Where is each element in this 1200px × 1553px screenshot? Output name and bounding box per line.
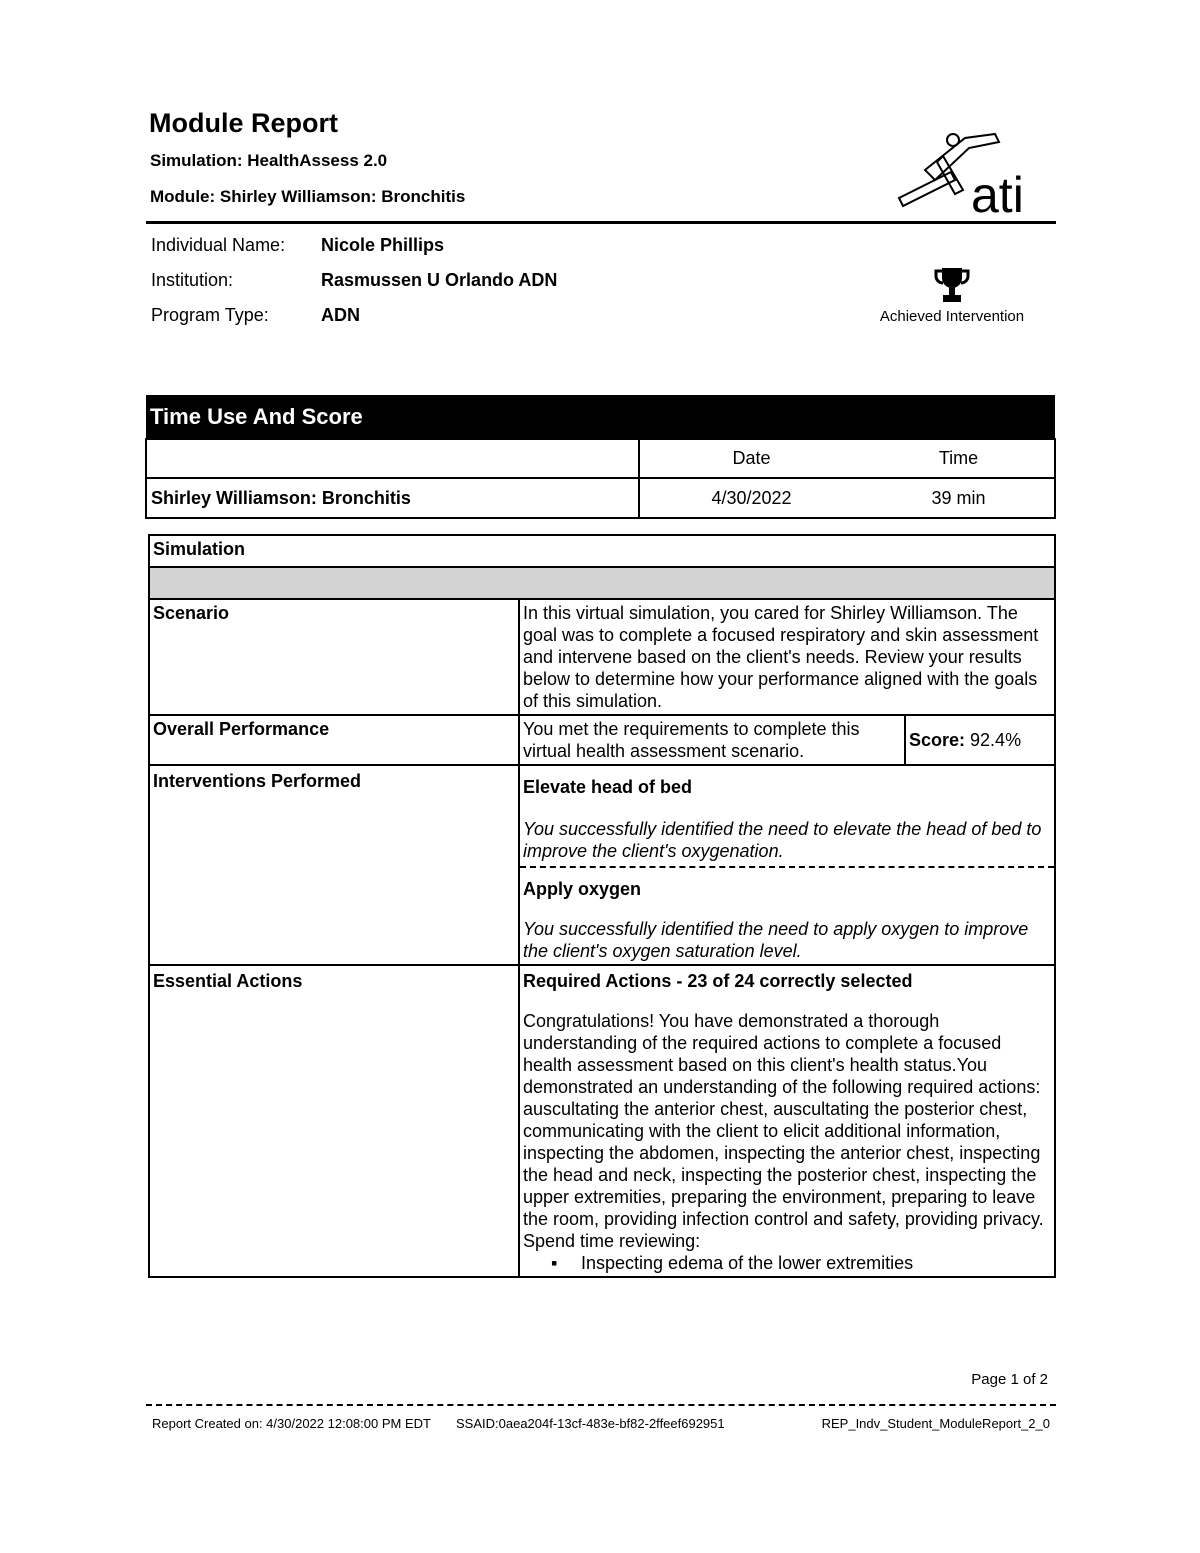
essential-label: Essential Actions [149, 965, 519, 1277]
trophy-icon [934, 266, 970, 304]
header-divider [146, 221, 1056, 224]
performance-text: You met the requirements to complete this virtual health assessment scenario. [519, 715, 905, 765]
institution-label: Institution: [151, 270, 234, 290]
report-created: Report Created on: 4/30/2022 12:08:00 PM EDT [152, 1416, 431, 1431]
col-date: Date [639, 439, 863, 478]
review-item-text: Inspecting edema of the lower extremities [581, 1253, 914, 1273]
review-label: Spend time reviewing: [523, 1231, 701, 1251]
page-number: Page 1 of 2 [971, 1371, 1048, 1388]
simulation-table [148, 534, 1056, 1278]
col-time: Time [863, 439, 1055, 478]
module-name: Module: Shirley Williamson: Bronchitis [150, 187, 466, 206]
intervention-item [520, 766, 1054, 868]
intervention-item [520, 868, 1054, 964]
row-date: 4/30/2022 [639, 478, 863, 518]
review-item: ▪ Inspecting edema of the lower extremities [551, 1253, 914, 1273]
score-label: Score: [909, 730, 966, 750]
row-time: 39 min [863, 478, 1055, 518]
interventions-cell [519, 765, 1055, 965]
gray-band [149, 567, 1055, 599]
row-module: Shirley Williamson: Bronchitis [146, 478, 639, 518]
time-use-heading: Time Use And Score [146, 395, 1055, 439]
score-value: 92.4% [965, 730, 1022, 750]
scenario-text: In this virtual simulation, you cared for Shirley Williamson. The goal was to complete a focused respiratory and skin assessment and intervene based on the client's needs. Review your results below to determine how your performance aligned with the goals of this simulation. [519, 599, 1055, 715]
institution-value: Rasmussen U Orlando ADN [321, 270, 558, 290]
time-use-table [145, 395, 1056, 519]
ssaid: SSAID:0aea204f-13cf-483e-bf82-2ffeef692951 [456, 1416, 725, 1431]
program-label: Program Type: [151, 305, 269, 325]
name-label: Individual Name: [151, 235, 286, 255]
interventions-label: Interventions Performed [149, 765, 519, 965]
performance-label: Overall Performance [149, 715, 519, 765]
intervention-title: Apply oxygen [523, 879, 642, 899]
essential-title: Required Actions - 23 of 24 correctly selected [523, 971, 913, 991]
scenario-label: Scenario [149, 599, 519, 715]
footer-divider [146, 1404, 1056, 1406]
report-id: REP_Indv_Student_ModuleReport_2_0 [821, 1416, 1050, 1431]
essential-text: Congratulations! You have demonstrated a thorough understanding of the required actions to complete a focused health assessment based on this client's health status.You demonstrated an understanding of the following required actions: auscultating the anterior chest, auscultating the posterior chest, communicating with the client to elicit additional information, inspecting the abdomen, inspecting the anterior chest, inspecting the head and neck, inspecting the posterior chest, inspecting the upper extremities, preparing the environment, preparing to leave the room, providing infection control and safety, providing privacy. [523, 1011, 1044, 1229]
simulation-name: Simulation: HealthAssess 2.0 [150, 151, 388, 170]
program-value: ADN [321, 305, 360, 325]
intervention-text: You successfully identified the need to elevate the head of bed to improve the client's oxygenation. [523, 819, 1042, 861]
name-value: Nicole Phillips [321, 235, 445, 255]
score-cell [905, 715, 1055, 765]
essential-cell [519, 965, 1055, 1277]
ati-logo [895, 130, 1045, 220]
logo-text: ati [971, 167, 1024, 220]
intervention-text: You successfully identified the need to apply oxygen to improve the client's oxygen saturation level. [523, 919, 1029, 961]
intervention-title: Elevate head of bed [523, 777, 693, 797]
page-title: Module Report [149, 108, 338, 138]
simulation-heading: Simulation [149, 535, 1055, 567]
achievement-label: Achieved Intervention [879, 308, 1025, 325]
